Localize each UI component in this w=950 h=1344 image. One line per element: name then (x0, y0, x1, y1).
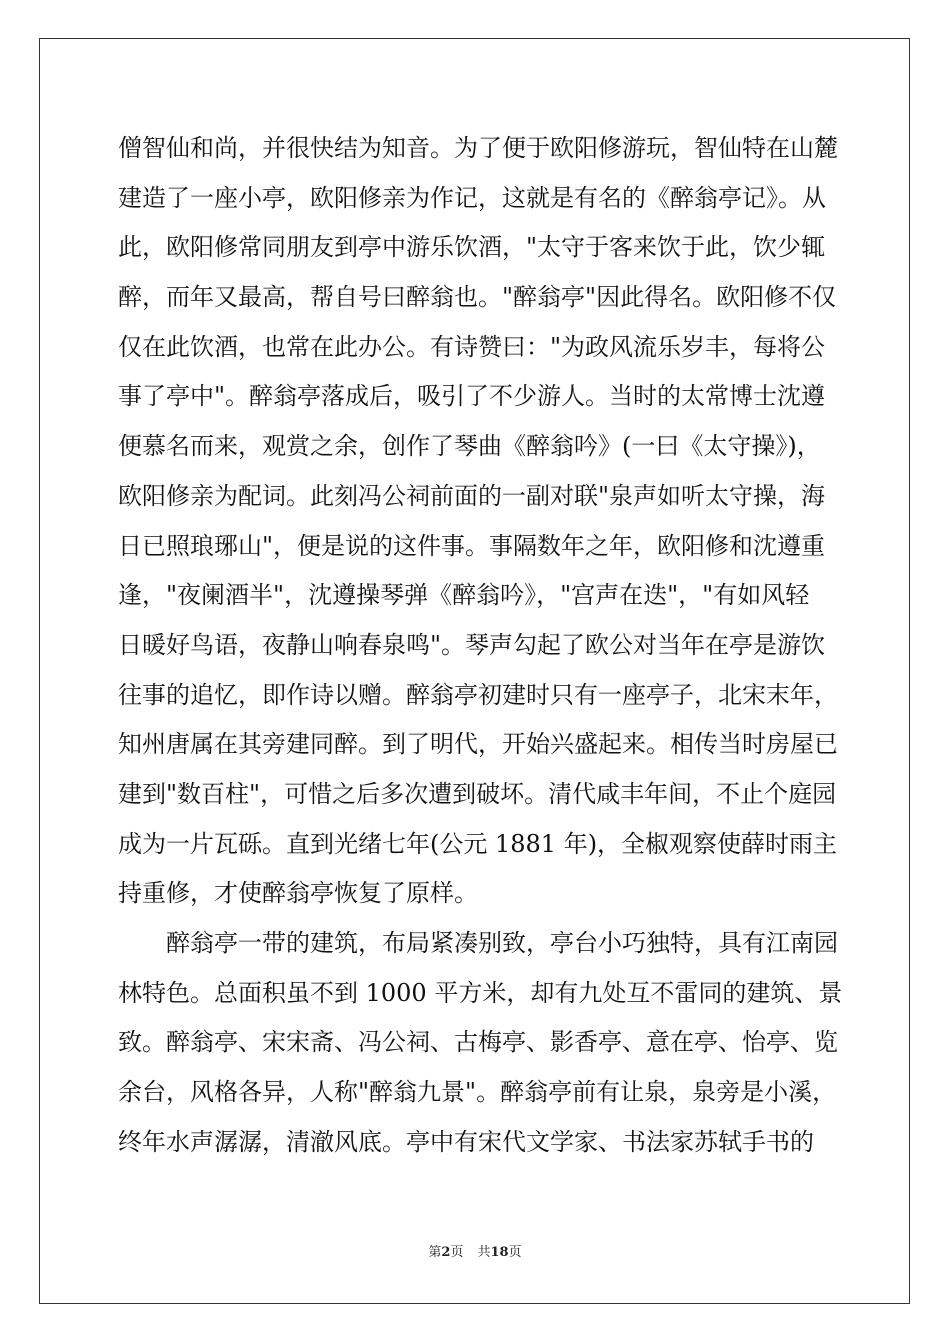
text-line: 致。醉翁亭、宋宋斋、冯公祠、古梅亭、影香亭、意在亭、怡亭、览 (118, 1028, 838, 1057)
text-line: 欧阳修亲为配词。此刻冯公祠前面的一副对联"泉声如听太守操，海 (118, 481, 826, 510)
text-line: 逢，"夜阑酒半"，沈遵操琴弹《醉翁吟》，"宫声在迭"，"有如风轻 (118, 581, 810, 610)
text-line: 日已照琅琊山"，便是说的这件事。事隔数年之年，欧阳修和沈遵重 (118, 531, 826, 560)
total-page-count: 18 (490, 1245, 509, 1260)
page-label-prefix: 第 (428, 1245, 442, 1260)
text-line: 仅在此饮酒，也常在此办公。有诗赞曰："为政风流乐岁丰，每将公 (118, 332, 826, 361)
text-line: 成为一片瓦砾。直到光绪七年(公元 1881 年)，全椒观察使薛时雨主 (118, 829, 838, 858)
document-body (118, 124, 843, 1167)
page-footer (0, 1244, 950, 1262)
text-line: 知州唐属在其旁建同醉。到了明代，开始兴盛起来。相传当时房屋已 (118, 730, 838, 759)
page-label-suffix: 页 (450, 1245, 464, 1260)
text-line: 日暖好鸟语，夜静山响春泉鸣"。琴声勾起了欧公对当年在亭是游饮 (118, 630, 826, 659)
text-line: 林特色。总面积虽不到 1000 平方米，却有九处互不雷同的建筑、景 (118, 978, 843, 1007)
text-line: 余台，风格各异，人称"醉翁九景"。醉翁亭前有让泉，泉旁是小溪， (118, 1078, 837, 1107)
text-line: 此，欧阳修常同朋友到亭中游乐饮酒，"太守于客来饮于此，饮少辄 (118, 233, 826, 262)
text-line: 僧智仙和尚，并很快结为知音。为了便于欧阳修游玩，智仙特在山麓 (118, 134, 838, 162)
text-line: 事了亭中"。醉翁亭落成后，吸引了不少游人。当时的太常博士沈遵 (118, 382, 826, 411)
text-line: 终年水声潺潺，清澈风底。亭中有宋代文学家、书法家苏轼手书的 (118, 1127, 814, 1156)
text-line: 醉翁亭一带的建筑，布局紧凑别致，亭台小巧独特，具有江南园 (166, 929, 838, 957)
text-line: 醉，而年又最高，帮自号曰醉翁也。"醉翁亭"因此得名。欧阳修不仅 (118, 283, 837, 312)
text-line: 持重修，才使醉翁亭恢复了原样。 (118, 879, 478, 908)
total-label-suffix: 页 (508, 1245, 522, 1260)
text-line: 往事的追忆，即作诗以赠。醉翁亭初建时只有一座亭子，北宋末年， (118, 680, 838, 709)
current-page-number: 2 (441, 1245, 451, 1260)
total-label-prefix: 共 (477, 1245, 491, 1260)
paragraph (118, 919, 843, 1167)
text-line: 便慕名而来，观赏之余，创作了琴曲《醉翁吟》(一曰《太守操》)， (118, 432, 821, 461)
text-line: 建到"数百柱"，可惜之后多次遭到破坏。清代咸丰年间，不止个庭园 (118, 779, 837, 808)
paragraph (118, 124, 838, 919)
text-line: 建造了一座小亭，欧阳修亲为作记，这就是有名的《醉翁亭记》。从 (118, 183, 826, 212)
